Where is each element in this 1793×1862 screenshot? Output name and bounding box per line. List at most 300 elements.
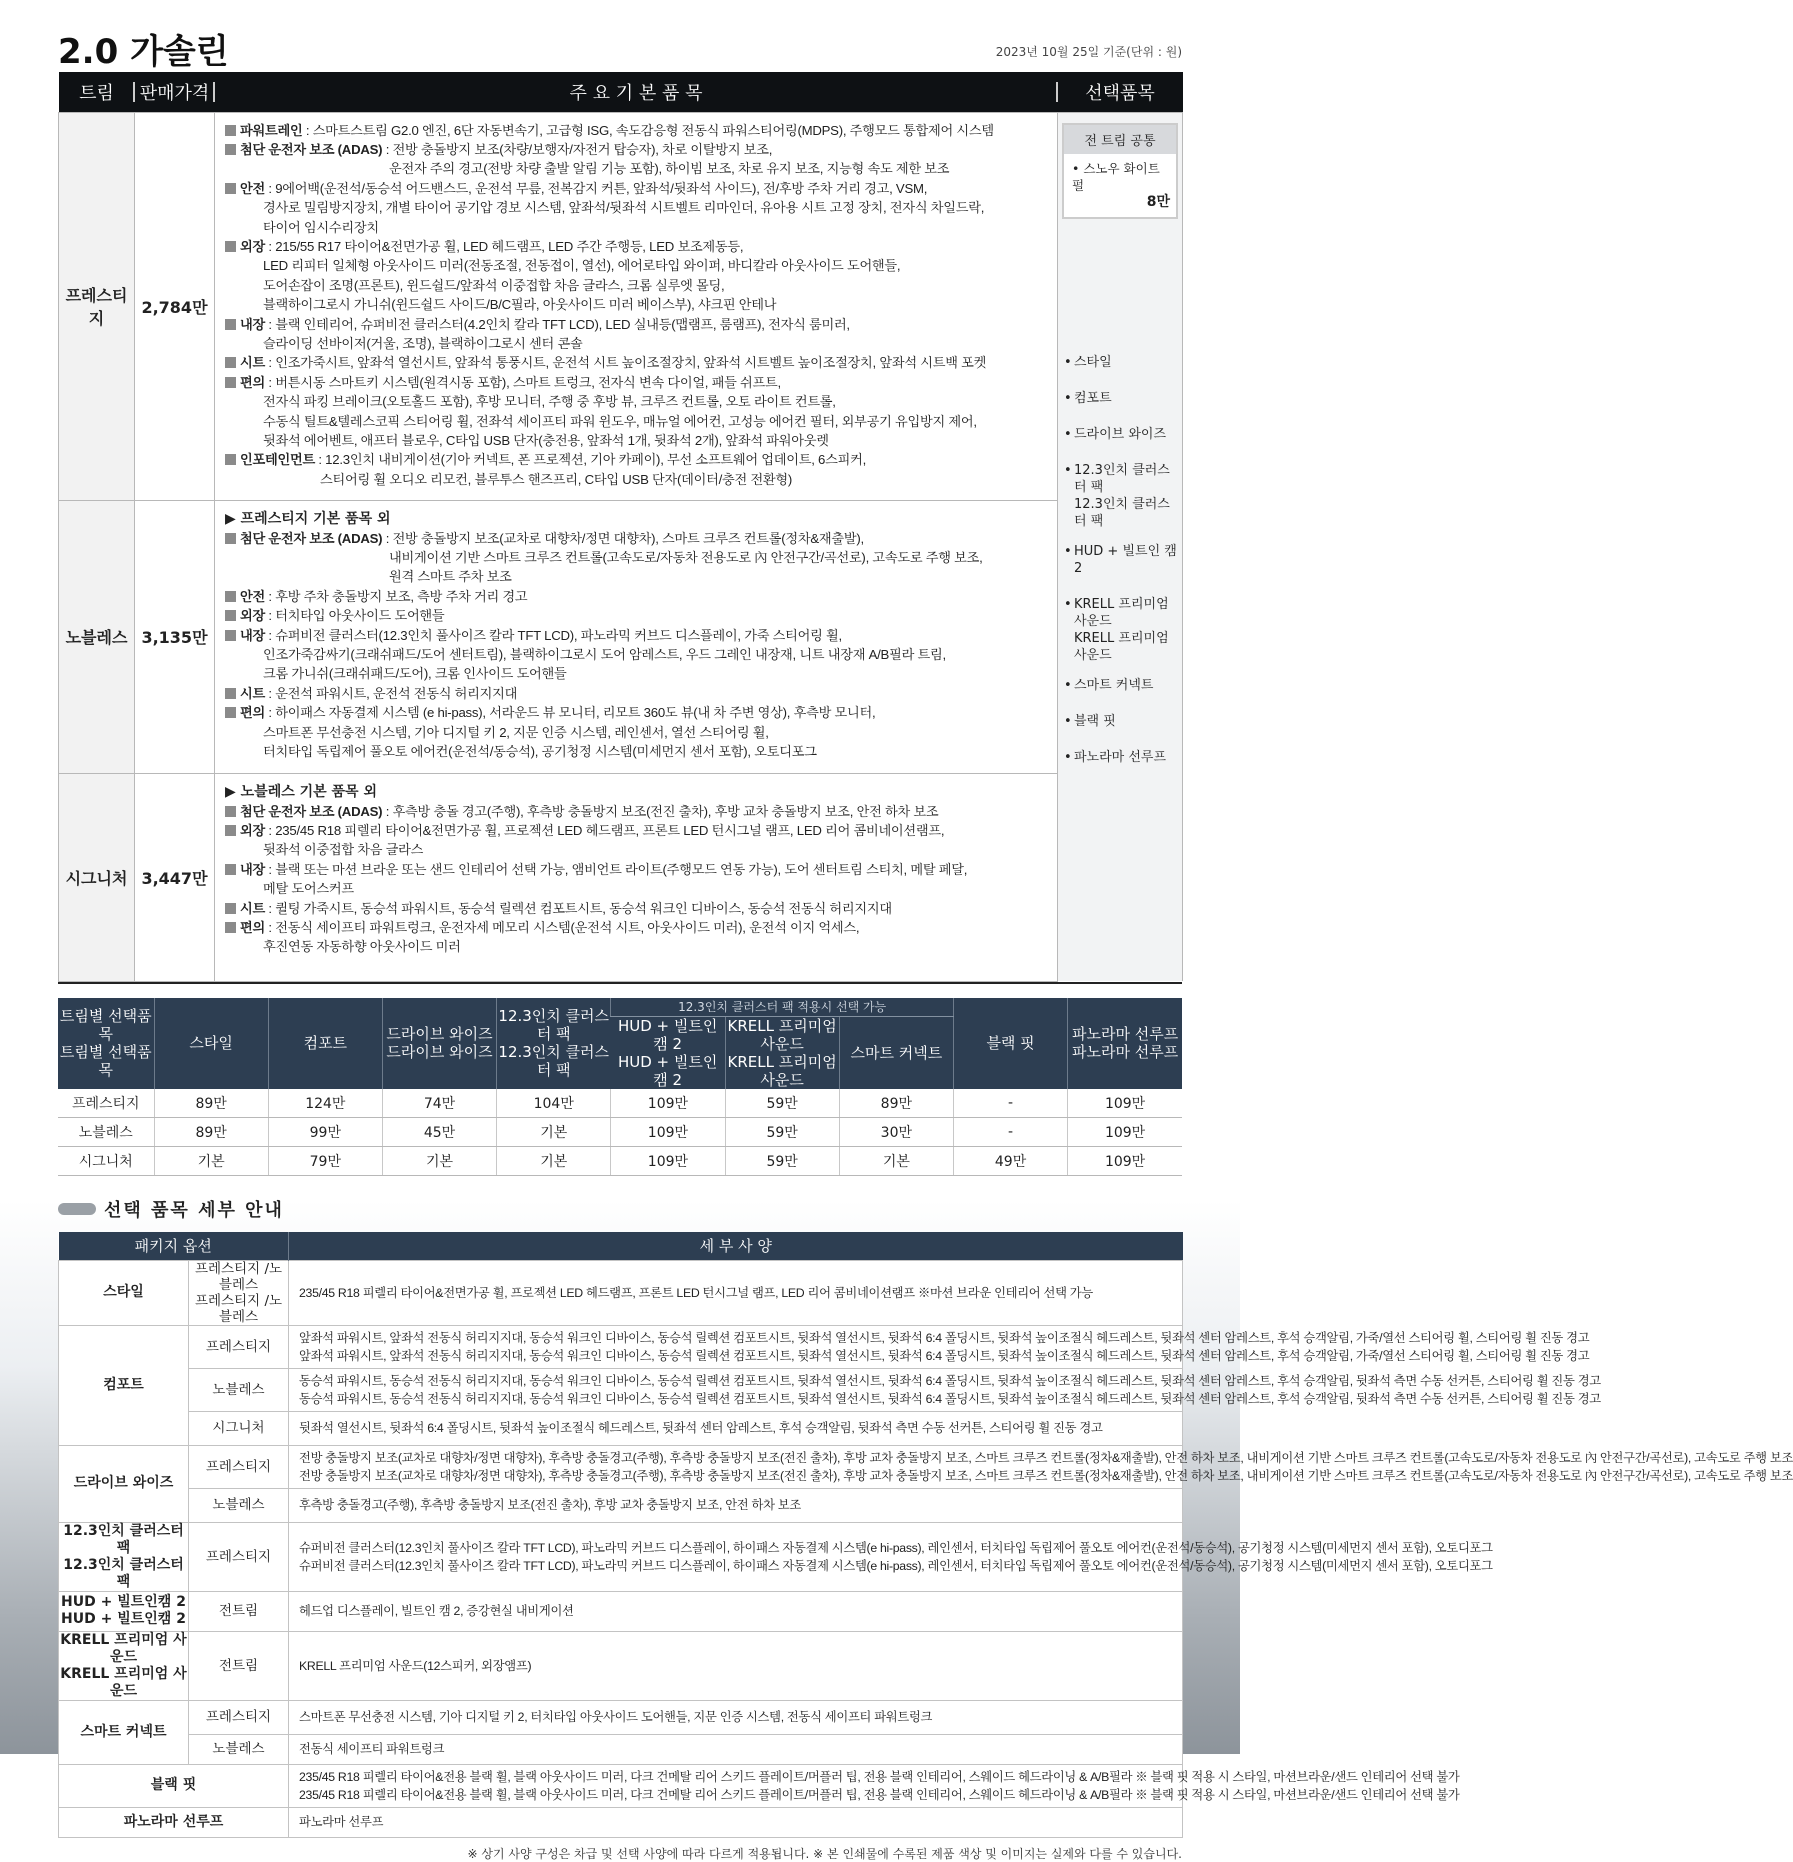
trim-line: 노블레스 bbox=[212, 1741, 265, 1757]
trim-features bbox=[215, 112, 1058, 500]
bullet-square bbox=[225, 183, 236, 194]
feature-line bbox=[225, 937, 1057, 956]
feature-line bbox=[225, 821, 1057, 840]
package-name bbox=[59, 1325, 189, 1445]
price-cell: 99만 bbox=[268, 1118, 382, 1147]
feature-text: : 12.3인치 내비게이션(기아 커넥트, 폰 프로젝션, 기아 카페이), 무선 소프트웨어 업데이트, 6스피커, bbox=[314, 452, 867, 468]
col-drive-wise-line: 드라이브 와이즈 bbox=[386, 1025, 493, 1043]
feature-text: : 블랙 인테리어, 슈퍼비전 클러스터(4.2인치 칼라 TFT LCD), LED 실내등(맵램프, 룸램프), 전자식 룸미러, bbox=[264, 316, 850, 332]
feature-line bbox=[225, 334, 1057, 353]
feature-category: 안전 bbox=[240, 180, 265, 196]
price-cell: 59만 bbox=[725, 1118, 839, 1147]
option-line: 스타일 bbox=[1074, 354, 1112, 370]
divider bbox=[58, 982, 1182, 984]
trim-cell: 시그니처 bbox=[58, 1147, 154, 1176]
trim-name: 노블레스 bbox=[59, 500, 135, 773]
price-cell: 109만 bbox=[611, 1089, 725, 1118]
feature-continuation: 경사로 밀림방지장치, 개별 타이어 공기압 경보 시스템, 앞좌석/뒷좌석 시트벨트 리마인더, 유아용 시트 고정 장치, 전자식 차일드락, bbox=[263, 200, 985, 216]
feature-category: 파워트레인 bbox=[240, 122, 303, 138]
price-cell: 기본 bbox=[497, 1147, 611, 1176]
bullet-square bbox=[225, 707, 236, 718]
feature-line bbox=[225, 295, 1057, 314]
feature-line bbox=[225, 373, 1057, 392]
detail-line: 동승석 파워시트, 동승석 전동식 허리지지대, 동승석 워크인 디바이스, 동승석 릴렉션 컴포트시트, 뒷좌석 열선시트, 뒷좌석 6:4 폴딩시트, 뒷좌석 높이조절식 헤드레스트, 뒷좌석 센터 암레스트, 후석 승객알림, 뒷좌석 측면 수동 선커튼, 스티어링 휠 진동 경고 bbox=[299, 1391, 1601, 1406]
option-line: 파노라마 선루프 bbox=[1074, 749, 1167, 765]
section-title: 선택 품목 세부 안내 bbox=[104, 1200, 284, 1221]
col-panorama bbox=[1068, 998, 1182, 1089]
option-item bbox=[1064, 354, 1178, 371]
feature-category: 시트 bbox=[240, 355, 265, 371]
trim-cell bbox=[189, 1631, 289, 1700]
price-cell: 89만 bbox=[839, 1089, 953, 1118]
price-cell: - bbox=[953, 1089, 1067, 1118]
trim-price: 2,784만 bbox=[135, 112, 215, 500]
section-bar bbox=[58, 1203, 96, 1215]
trim-price: 3,447만 bbox=[135, 773, 215, 981]
trim-cell: 노블레스 bbox=[58, 1118, 154, 1147]
feature-category: 내장 bbox=[240, 861, 265, 877]
feature-line bbox=[225, 703, 1057, 722]
feature-text: : 215/55 R17 타이어&전면가공 휠, LED 헤드램프, LED 주간 주행등, LED 보조제동등, bbox=[264, 238, 744, 254]
bullet-square bbox=[225, 241, 236, 252]
option-item bbox=[1064, 677, 1178, 694]
option-list bbox=[1062, 354, 1178, 766]
price-cell: 30만 bbox=[839, 1118, 953, 1147]
detail-text bbox=[289, 1260, 1183, 1325]
feature-category: 외장 bbox=[240, 608, 265, 624]
bullet-square bbox=[225, 825, 236, 836]
header-price: 판매가격 bbox=[135, 72, 215, 112]
feature-text: : 운전석 파워시트, 운전석 전동식 허리지지대 bbox=[264, 685, 518, 701]
col-drive-wise bbox=[382, 998, 496, 1089]
option-price-table bbox=[58, 998, 1182, 1177]
common-option-item bbox=[1064, 154, 1176, 217]
detail-line: 헤드업 디스플레이, 빌트인 캠 2, 증강현실 내비게이션 bbox=[299, 1604, 574, 1618]
header-trim: 트림 bbox=[59, 72, 135, 112]
feature-lines bbox=[225, 121, 1057, 490]
feature-text: : 후방 주차 충돌방지 보조, 측방 주차 거리 경고 bbox=[264, 588, 528, 604]
package-line: 12.3인치 클러스터 팩 bbox=[63, 1556, 184, 1590]
col-krell-line: KRELL 프리미엄 사운드 bbox=[727, 1052, 837, 1089]
feature-text: : 스마트스트림 G2.0 엔진, 6단 자동변속기, 고급형 ISG, 속도감응형 전동식 파워스티어링(MDPS), 주행모드 통합제어 시스템 bbox=[302, 122, 994, 138]
package-name bbox=[59, 1445, 189, 1522]
package-line: 컴포트 bbox=[103, 1376, 144, 1393]
price-cell: 기본 bbox=[382, 1147, 496, 1176]
trim-name: 프레스티지 bbox=[59, 112, 135, 500]
feature-text: : 터치타입 아웃사이드 도어핸들 bbox=[264, 608, 445, 624]
package-line: 드라이브 와이즈 bbox=[73, 1475, 174, 1491]
price-cell: 49만 bbox=[953, 1147, 1067, 1176]
feature-lines bbox=[225, 529, 1057, 762]
package-line: 스마트 커넥트 bbox=[80, 1723, 167, 1740]
package-line: KRELL 프리미엄 사운드 bbox=[60, 1665, 187, 1699]
feature-continuation: 전자식 파킹 브레이크(오토홀드 포함), 후방 모니터, 주행 중 후방 뷰, 크루즈 컨트롤, 오토 라이트 컨트롤, bbox=[263, 394, 836, 410]
table-row bbox=[59, 1631, 1183, 1700]
bullet-square bbox=[225, 688, 236, 699]
package-line: 스타일 bbox=[103, 1284, 144, 1300]
detail-line: 뒷좌석 열선시트, 뒷좌석 6:4 폴딩시트, 뒷좌석 높이조절식 헤드레스트, 뒷좌석 센터 암레스트, 후석 승객알림, 뒷좌석 측면 수동 선커튼, 스티어링 휠 진동 경고 bbox=[299, 1421, 1103, 1435]
feature-line bbox=[225, 548, 1057, 567]
feature-category: 시트 bbox=[240, 900, 265, 916]
col-drive-wise-line: 드라이브 와이즈 bbox=[386, 1043, 493, 1061]
feature-line bbox=[225, 860, 1057, 879]
option-item bbox=[1064, 543, 1178, 577]
detail-text bbox=[289, 1368, 1601, 1411]
package-line: HUD + 빌트인캠 2 bbox=[61, 1594, 186, 1610]
col-hud bbox=[611, 1016, 725, 1089]
trim-line: 전트림 bbox=[218, 1657, 259, 1674]
feature-text: : 전방 충돌방지 보조(차량/보행자/자전거 탑승자), 차로 이탈방지 보조, bbox=[382, 141, 773, 157]
price-cell: 74만 bbox=[382, 1089, 496, 1118]
feature-line bbox=[225, 450, 1057, 469]
feature-continuation: 도어손잡이 조명(프론트), 윈드쉴드/앞좌석 이중접합 차음 글라스, 크롬 실루엣 몰딩, bbox=[263, 277, 725, 293]
price-cell: 109만 bbox=[1068, 1089, 1182, 1118]
option-item bbox=[1064, 462, 1178, 530]
price-cell: 109만 bbox=[1068, 1147, 1182, 1176]
bullet-square bbox=[225, 806, 236, 817]
bullet-square bbox=[225, 864, 236, 875]
feature-text: : 블랙 또는 마션 브라운 또는 샌드 인테리어 선택 가능, 앰비언트 라이트(주행모드 연동 가능), 도어 센터트림 스티치, 메탈 페달, bbox=[264, 861, 968, 877]
feature-category: 안전 bbox=[240, 588, 265, 604]
price-cell: 89만 bbox=[154, 1089, 268, 1118]
feature-category: 외장 bbox=[240, 238, 265, 254]
bullet-square bbox=[225, 377, 236, 388]
feature-continuation: 슬라이딩 선바이저(거울, 조명), 블랙하이그로시 센터 콘솔 bbox=[263, 335, 583, 351]
detail-text bbox=[289, 1445, 1793, 1488]
bullet-square bbox=[225, 922, 236, 933]
feature-line bbox=[225, 899, 1057, 918]
date-note: 2023년 10월 25일 기준(단위 : 원) bbox=[995, 45, 1182, 59]
col-trim-options-line: 트림별 선택품목 bbox=[59, 1007, 152, 1043]
feature-line bbox=[225, 159, 1057, 178]
option-item bbox=[1064, 596, 1178, 664]
option-line: HUD + 빌트인 캠 2 bbox=[1074, 543, 1177, 576]
trim-price: 3,135만 bbox=[135, 500, 215, 773]
detail-line: 동승석 파워시트, 동승석 전동식 허리지지대, 동승석 워크인 디바이스, 동승석 릴렉션 컴포트시트, 뒷좌석 열선시트, 뒷좌석 6:4 폴딩시트, 뒷좌석 높이조절식 헤드레스트, 뒷좌석 센터 암레스트, 후석 승객알림, 뒷좌석 측면 수동 선커튼, 스티어링 휠 진동 경고 bbox=[299, 1373, 1601, 1388]
trim-cell bbox=[189, 1591, 289, 1631]
option-line: 블랙 핏 bbox=[1074, 713, 1116, 729]
trim-line: 프레스티지 bbox=[205, 1338, 272, 1355]
col-hud-line: HUD + 빌트인 캠 2 bbox=[617, 1016, 718, 1053]
package-name bbox=[59, 1260, 189, 1325]
feature-line bbox=[225, 645, 1057, 664]
option-line: 컴포트 bbox=[1074, 390, 1112, 406]
price-cell: 기본 bbox=[154, 1147, 268, 1176]
feature-line bbox=[225, 121, 1057, 140]
feature-line bbox=[225, 529, 1057, 548]
trim-line: 노블레스 bbox=[212, 1497, 265, 1513]
feature-line bbox=[225, 606, 1057, 625]
footnote: ※ 상기 사양 구성은 차급 및 선택 사양에 따라 다르게 적용됩니다. ※ 본 인쇄물에 수록된 제품 색상 및 이미지는 실제와 다를 수 있습니다. bbox=[467, 1846, 1182, 1861]
detail-text bbox=[289, 1631, 1183, 1700]
feature-line bbox=[225, 470, 1057, 489]
detail-line: 후측방 충돌경고(주행), 후측방 충돌방지 보조(전진 출차), 후방 교차 충돌방지 보조, 안전 하차 보조 bbox=[299, 1498, 801, 1512]
feature-line bbox=[225, 392, 1057, 411]
package-line: HUD + 빌트인캠 2 bbox=[61, 1611, 186, 1627]
header-detail: 세 부 사 양 bbox=[289, 1232, 1183, 1260]
bullet-square bbox=[225, 454, 236, 465]
bullet-square bbox=[225, 125, 236, 136]
option-line: 드라이브 와이즈 bbox=[1074, 426, 1167, 442]
detail-line: 스마트폰 무선충전 시스템, 기아 디지털 키 2, 터치타입 아웃사이드 도어핸들, 지문 인증 시스템, 전동식 세이프티 파워트렁크 bbox=[299, 1710, 933, 1724]
cluster-note: 12.3인치 클러스터 팩 적용시 선택 가능 bbox=[611, 998, 954, 1017]
feature-continuation: 내비게이션 기반 스마트 크루즈 컨트롤(고속도로/자동차 전용도로 內 안전구간/곡선로), 고속도로 주행 보조, bbox=[389, 549, 983, 565]
col-cluster-pack bbox=[497, 998, 611, 1089]
price-cell: 59만 bbox=[725, 1147, 839, 1176]
feature-text: : 슈퍼비전 클러스터(12.3인치 풀사이즈 칼라 TFT LCD), 파노라믹 커브드 디스플레이, 가죽 스티어링 휠, bbox=[264, 627, 842, 643]
option-detail-table bbox=[58, 1232, 1793, 1838]
package-name bbox=[59, 1764, 289, 1807]
feature-category: 편의 bbox=[240, 705, 265, 721]
bullet-square bbox=[225, 533, 236, 544]
option-line: KRELL 프리미엄 사운드 bbox=[1074, 596, 1169, 629]
col-trim-options bbox=[58, 998, 154, 1089]
option-line: KRELL 프리미엄 사운드 bbox=[1074, 630, 1169, 663]
trim-cell: 프레스티지 bbox=[58, 1089, 154, 1118]
trim-cell bbox=[189, 1325, 289, 1368]
feature-continuation: 스티어링 휠 오디오 리모컨, 블루투스 핸즈프리, C타입 USB 단자(데이터/충전 전환형) bbox=[320, 471, 793, 487]
bullet-square bbox=[225, 630, 236, 641]
feature-text: : 버튼시동 스마트키 시스템(원격시동 포함), 스마트 트렁크, 전자식 변속 다이얼, 패들 쉬프트, bbox=[264, 374, 781, 390]
col-krell-line: KRELL 프리미엄 사운드 bbox=[727, 1016, 837, 1053]
feature-line bbox=[225, 140, 1057, 159]
col-style-line: 스타일 bbox=[189, 1034, 233, 1052]
package-name bbox=[59, 1700, 189, 1764]
table-row bbox=[58, 1089, 1182, 1118]
trim-cell bbox=[189, 1522, 289, 1591]
feature-line bbox=[225, 567, 1057, 586]
col-comfort-line: 컴포트 bbox=[303, 1034, 348, 1052]
trim-cell bbox=[189, 1411, 289, 1445]
feature-lines bbox=[225, 802, 1057, 957]
feature-line bbox=[225, 237, 1057, 256]
col-trim-options-line: 트림별 선택품목 bbox=[59, 1043, 152, 1079]
col-hud-line: HUD + 빌트인 캠 2 bbox=[617, 1052, 718, 1089]
package-line: 파노라마 선루프 bbox=[123, 1813, 224, 1830]
detail-text bbox=[289, 1764, 1460, 1807]
table-row bbox=[59, 1411, 1183, 1445]
trim-cell bbox=[189, 1260, 289, 1325]
feature-category: 편의 bbox=[240, 374, 265, 390]
base-note: ▶ 프레스티지 기본 품목 외 bbox=[225, 510, 391, 527]
feature-continuation: 수동식 틸트&텔레스코픽 스티어링 휠, 전좌석 세이프티 파워 윈도우, 매뉴얼 에어컨, 고성능 에어컨 필터, 외부공기 유입방지 제어, bbox=[263, 413, 977, 429]
detail-line: 파노라마 선루프 bbox=[299, 1815, 384, 1829]
detail-text bbox=[289, 1488, 1183, 1522]
bullet-square bbox=[225, 144, 236, 155]
option-item bbox=[1064, 749, 1178, 766]
col-black-fit bbox=[953, 998, 1067, 1089]
feature-continuation: 운전자 주의 경고(전방 차량 출발 알림 기능 포함), 하이빔 보조, 차로 유지 보조, 지능형 속도 제한 보조 bbox=[389, 161, 950, 177]
detail-text bbox=[289, 1591, 1183, 1631]
table-row bbox=[59, 1764, 1183, 1807]
detail-text bbox=[289, 1700, 1183, 1734]
section-heading bbox=[58, 1196, 1182, 1222]
price-sheet bbox=[58, 0, 1793, 1862]
price-cell: 124만 bbox=[268, 1089, 382, 1118]
detail-text bbox=[289, 1522, 1493, 1591]
col-panorama-line: 파노라마 선루프 bbox=[1071, 1043, 1179, 1061]
header bbox=[58, 0, 1182, 72]
feature-line bbox=[225, 412, 1057, 431]
feature-line bbox=[225, 723, 1057, 742]
feature-text: : 9에어백(운전석/동승석 어드밴스드, 운전석 무릎, 전복감지 커튼, 앞좌석/뒷좌석 사이드), 전/후방 주차 거리 경고, VSM, bbox=[264, 180, 928, 196]
feature-line bbox=[225, 664, 1057, 683]
col-smart-connect bbox=[839, 1016, 953, 1089]
feature-text: : 하이패스 자동결제 시스템 (e hi-pass), 서라운드 뷰 모니터, 리모트 360도 뷰(내 차 주변 영상), 후측방 모니터, bbox=[264, 705, 876, 721]
table-row bbox=[59, 1807, 1183, 1837]
feature-line bbox=[225, 218, 1057, 237]
trim-line: 프레스티지 /노블레스 bbox=[194, 1260, 283, 1293]
col-smart-connect-line: 스마트 커넥트 bbox=[850, 1043, 943, 1062]
feature-continuation: 블랙하이그로시 가니쉬(윈드쉴드 사이드/B/C필라, 아웃사이드 미러 베이스부), 샤크핀 안테나 bbox=[263, 297, 777, 313]
package-name bbox=[59, 1631, 189, 1700]
bullet-square bbox=[225, 319, 236, 330]
detail-text bbox=[289, 1734, 1183, 1764]
package-name bbox=[59, 1591, 189, 1631]
detail-line: KRELL 프리미엄 사운드(12스피커, 외장앰프) bbox=[299, 1658, 532, 1673]
options-column bbox=[1058, 112, 1183, 981]
price-cell: 기본 bbox=[839, 1147, 953, 1176]
trim-features bbox=[215, 500, 1058, 773]
package-name bbox=[59, 1522, 189, 1591]
feature-text: : 전동식 세이프티 파워트렁크, 운전자세 메모리 시스템(운전석 시트, 아웃사이드 미러), 운전석 이지 억세스, bbox=[264, 919, 860, 935]
feature-category: 외장 bbox=[240, 822, 265, 838]
price-cell: 109만 bbox=[1068, 1118, 1182, 1147]
package-line: KRELL 프리미엄 사운드 bbox=[60, 1631, 187, 1665]
common-options-box bbox=[1062, 123, 1178, 219]
feature-category: 편의 bbox=[240, 919, 265, 935]
option-line: 스마트 커넥트 bbox=[1074, 677, 1154, 693]
feature-continuation: 뒷좌석 이중접합 차음 글라스 bbox=[263, 842, 424, 858]
feature-category: 첨단 운전자 보조 (ADAS) bbox=[240, 141, 383, 157]
trim-cell bbox=[189, 1488, 289, 1522]
price-cell: 89만 bbox=[154, 1118, 268, 1147]
detail-text bbox=[289, 1325, 1590, 1368]
col-cluster-pack-line: 12.3인치 클러스터 팩 bbox=[498, 1043, 610, 1079]
price-cell: 79만 bbox=[268, 1147, 382, 1176]
detail-line: 전방 충돌방지 보조(교차로 대향차/정면 대향차), 후측방 충돌경고(주행), 후측방 충돌방지 보조(전진 출차), 후방 교차 충돌방지 보조, 스마트 크루즈 컨트롤(정차&재출발), 안전 하차 보조, 내비게이션 기반 스마트 크루즈 컨트롤(고속도로/자동차 전용도로 內 안전구간/곡선로), 고속도로 주행 보조 bbox=[299, 1468, 1793, 1483]
trim-name: 시그니처 bbox=[59, 773, 135, 981]
feature-line bbox=[225, 684, 1057, 703]
detail-line: 앞좌석 파워시트, 앞좌석 전동식 허리지지대, 동승석 워크인 디바이스, 동승석 릴렉션 컴포트시트, 뒷좌석 열선시트, 뒷좌석 6:4 폴딩시트, 뒷좌석 높이조절식 헤드레스트, 뒷좌석 센터 암레스트, 후석 승객알림, 가죽/열선 스티어링 휠, 스티어링 휠 진동 경고 bbox=[299, 1348, 1590, 1363]
feature-line bbox=[225, 179, 1057, 198]
detail-line: 전동식 세이프티 파워트렁크 bbox=[299, 1742, 445, 1756]
feature-text: : 전방 충돌방지 보조(교차로 대향차/정면 대향차), 스마트 크루즈 컨트롤(정차&재출발), bbox=[382, 530, 864, 546]
feature-line bbox=[225, 879, 1057, 898]
detail-line: 235/45 R18 피렐리 타이어&전용 블랙 휠, 블랙 아웃사이드 미러, 다크 건메탈 리어 스키드 플레이트/머플러 팁, 전용 블랙 인테리어, 스웨이드 헤드라이닝 & A/B필라 ※ 블랙 핏 적용 시 스타일, 마션브라운/샌드 인테리어 선택 불가 bbox=[299, 1769, 1460, 1784]
table-row bbox=[59, 1260, 1183, 1325]
price-cell: 109만 bbox=[611, 1118, 725, 1147]
feature-text: : 퀼팅 가죽시트, 동승석 파워시트, 동승석 릴렉션 컴포트시트, 동승석 워크인 디바이스, 동승석 전동식 허리지지대 bbox=[264, 900, 892, 916]
trim-line: 프레스티지 bbox=[205, 1458, 272, 1475]
feature-line bbox=[225, 802, 1057, 821]
trim-line: 프레스티지 /노블레스 bbox=[194, 1292, 283, 1325]
col-panorama-line: 파노라마 선루프 bbox=[1071, 1025, 1179, 1043]
base-note: ▶ 노블레스 기본 품목 외 bbox=[225, 783, 377, 800]
detail-line: 235/45 R18 피렐리 타이어&전면가공 휠, 프로젝션 LED 헤드램프, 프론트 LED 턴시그널 램프, LED 리어 콤비네이션램프 ※마션 브라운 인테리어 선택 가능 bbox=[299, 1285, 1093, 1300]
feature-line bbox=[225, 742, 1057, 761]
paint-option-price: 8만 bbox=[1146, 193, 1170, 210]
price-cell: 기본 bbox=[497, 1118, 611, 1147]
detail-line: 슈퍼비전 클러스터(12.3인치 풀사이즈 칼라 TFT LCD), 파노라믹 커브드 디스플레이, 하이패스 자동결제 시스템(e hi-pass), 레인센서, 터치타입 독립제어 풀오토 에어컨(운전석/동승석), 공기청정 시스템(미세먼지 센서 포함), 오토디포그 bbox=[299, 1558, 1493, 1573]
table-row bbox=[59, 1700, 1183, 1734]
feature-continuation: 원격 스마트 주차 보조 bbox=[389, 569, 512, 585]
table-row bbox=[59, 1591, 1183, 1631]
option-item bbox=[1064, 713, 1178, 730]
feature-line bbox=[225, 587, 1057, 606]
feature-line bbox=[225, 353, 1057, 372]
header-package: 패키지 옵션 bbox=[59, 1232, 289, 1260]
price-cell: - bbox=[953, 1118, 1067, 1147]
bullet-square bbox=[225, 610, 236, 621]
col-comfort bbox=[268, 998, 382, 1089]
bullet-square bbox=[225, 591, 236, 602]
option-item bbox=[1064, 426, 1178, 443]
option-line: 12.3인치 클러스터 팩 bbox=[1074, 496, 1170, 529]
table-row bbox=[58, 1118, 1182, 1147]
detail-line: 슈퍼비전 클러스터(12.3인치 풀사이즈 칼라 TFT LCD), 파노라믹 커브드 디스플레이, 하이패스 자동결제 시스템(e hi-pass), 레인센서, 터치타입 독립제어 풀오토 에어컨(운전석/동승석), 공기청정 시스템(미세먼지 센서 포함), 오토디포그 bbox=[299, 1540, 1493, 1555]
feature-continuation: 타이어 임시수리장치 bbox=[263, 219, 379, 235]
paint-option-label: • 스노우 화이트 펄 bbox=[1072, 160, 1160, 193]
feature-continuation: 후진연동 자동하향 아웃사이드 미러 bbox=[263, 939, 461, 955]
trim-line: 노블레스 bbox=[212, 1381, 265, 1398]
feature-category: 인포테인먼트 bbox=[240, 452, 315, 468]
header-options: 선택품목 bbox=[1058, 72, 1183, 112]
feature-continuation: 메탈 도어스커프 bbox=[263, 881, 354, 897]
price-cell: 59만 bbox=[725, 1089, 839, 1118]
trim-line: 프레스티지 bbox=[205, 1709, 272, 1725]
package-name bbox=[59, 1807, 289, 1837]
feature-line bbox=[225, 840, 1057, 859]
trim-cell bbox=[189, 1700, 289, 1734]
table-row bbox=[59, 1325, 1183, 1368]
table-row bbox=[59, 1445, 1183, 1488]
price-cell: 109만 bbox=[611, 1147, 725, 1176]
header-features: 주 요 기 본 품 목 bbox=[215, 72, 1058, 112]
trim-line: 시그니처 bbox=[212, 1420, 265, 1436]
col-krell bbox=[725, 1016, 839, 1089]
feature-line bbox=[225, 626, 1057, 645]
page-title: 2.0 가솔린 bbox=[58, 32, 229, 72]
trim-features-table bbox=[58, 72, 1183, 982]
option-item bbox=[1064, 390, 1178, 407]
trim-cell bbox=[189, 1368, 289, 1411]
common-options-header: 전 트림 공통 bbox=[1064, 125, 1176, 154]
bullet-square bbox=[225, 357, 236, 368]
trim-cell bbox=[189, 1445, 289, 1488]
col-black-fit-line: 블랙 핏 bbox=[986, 1034, 1035, 1052]
trim-line: 전트림 bbox=[218, 1603, 259, 1619]
detail-text bbox=[289, 1807, 1183, 1837]
feature-category: 첨단 운전자 보조 (ADAS) bbox=[240, 803, 383, 819]
col-cluster-pack-line: 12.3인치 클러스터 팩 bbox=[498, 1007, 610, 1043]
feature-line bbox=[225, 315, 1057, 334]
bullet-square bbox=[225, 903, 236, 914]
feature-category: 첨단 운전자 보조 (ADAS) bbox=[240, 530, 383, 546]
feature-line bbox=[225, 198, 1057, 217]
feature-line bbox=[225, 918, 1057, 937]
feature-category: 내장 bbox=[240, 627, 265, 643]
table-row bbox=[59, 1734, 1183, 1764]
feature-line bbox=[225, 276, 1057, 295]
feature-line bbox=[225, 256, 1057, 275]
table-row bbox=[59, 1522, 1183, 1591]
feature-text: : 후측방 충돌 경고(주행), 후측방 충돌방지 보조(전진 출차), 후방 교차 충돌방지 보조, 안전 하차 보조 bbox=[382, 803, 939, 819]
trim-cell bbox=[189, 1734, 289, 1764]
feature-continuation: 인조가죽감싸기(크래쉬패드/도어 센터트림), 블랙하이그로시 도어 암레스트, 우드 그레인 내장재, 니트 내장재 A/B필라 트림, bbox=[263, 646, 946, 662]
feature-continuation: 터치타입 독립제어 풀오토 에어컨(운전석/동승석), 공기청정 시스템(미세먼지 센서 포함), 오토디포그 bbox=[263, 743, 817, 759]
option-line: 12.3인치 클러스터 팩 bbox=[1074, 462, 1170, 495]
